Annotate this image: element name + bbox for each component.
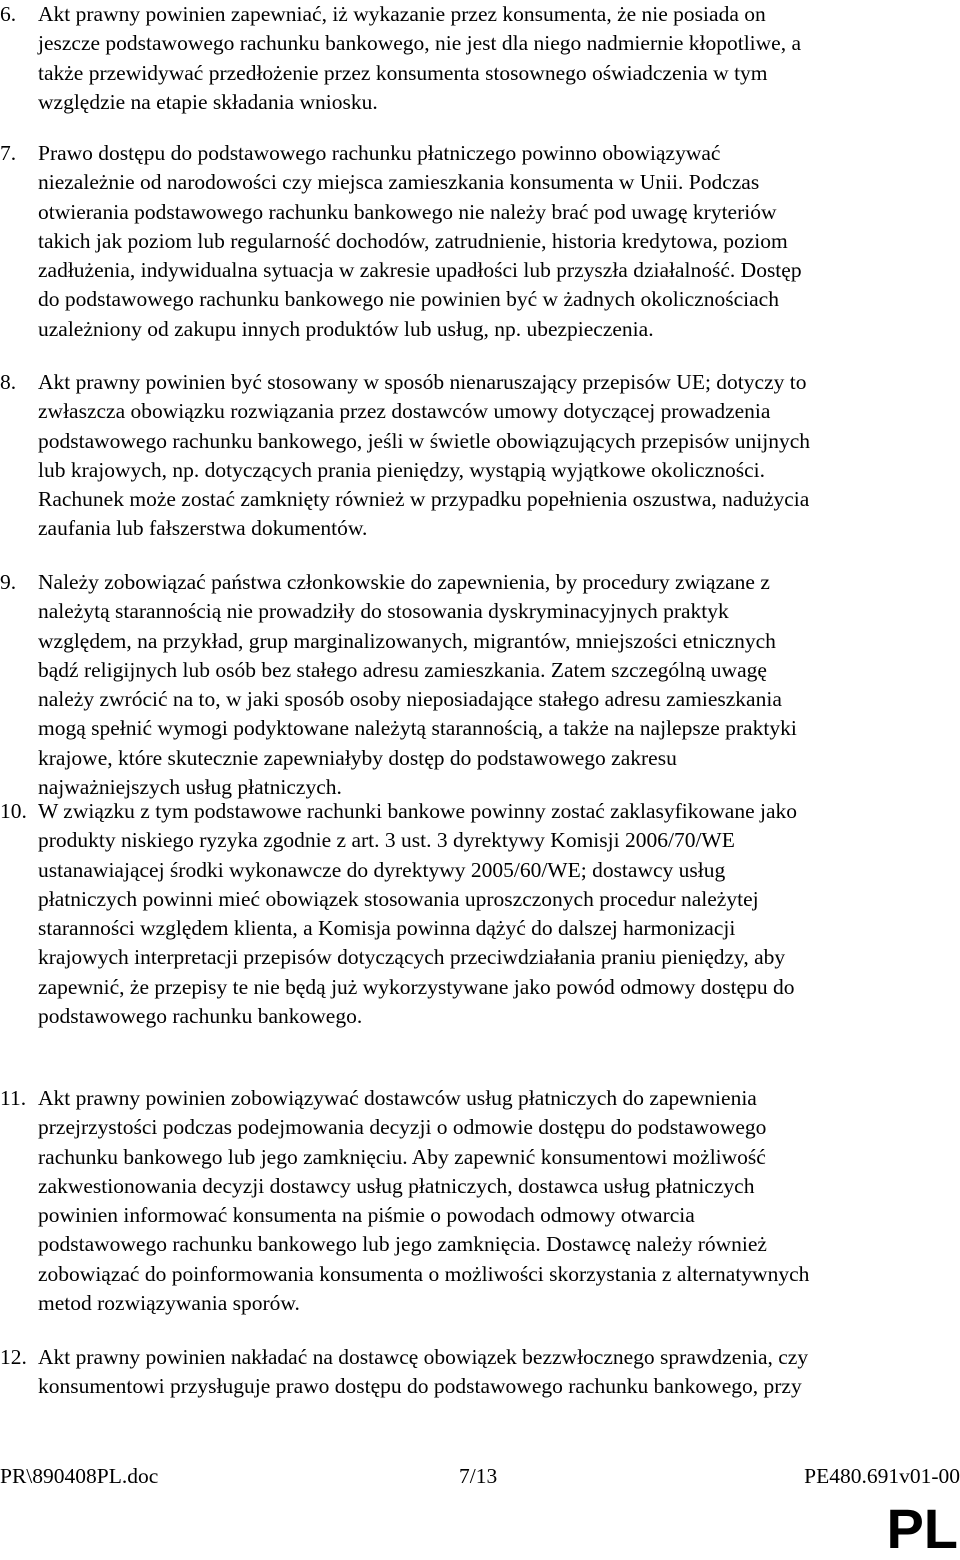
paragraph-text	[38, 797, 960, 1031]
text-line: należytą starannością nie prowadziły do stosowania dyskryminacyjnych praktyk	[38, 599, 729, 624]
text-line: Rachunek może zostać zamknięty również w przypadku popełnienia oszustwa, nadużycia	[38, 487, 810, 512]
text-line: powinien informować konsumenta na piśmie o powodach odmowy otwarcia	[38, 1203, 695, 1228]
text-line: krajowych interpretacji przepisów dotyczących przeciwdziałania praniu pieniędzy, aby	[38, 945, 786, 970]
text-line: lub krajowych, np. dotyczących prania pieniędzy, wystąpią wyjątkowe okoliczności.	[38, 457, 765, 482]
text-line: zapewnić, że przepisy te nie będą już wykorzystywane jako powód odmowy dostępu do	[38, 974, 795, 999]
text-line: przejrzystości podczas podejmowania decyzji o odmowie dostępu do podstawowego	[38, 1115, 767, 1140]
text-line: do podstawowego rachunku bankowego nie powinien być w żadnych okolicznościach	[38, 287, 779, 312]
paragraph-text	[38, 0, 960, 117]
text-line: ustanawiającej środki wykonawcze do dyrektywy 2005/60/WE; dostawcy usług	[38, 857, 726, 882]
text-line: zaufania lub fałszerstwa dokumentów.	[38, 516, 368, 541]
text-line: otwierania podstawowego rachunku bankowego nie należy brać pod uwagę kryteriów	[38, 199, 777, 224]
text-line: staranności względem klienta, a Komisja powinna dążyć do dalszej harmonizacji	[38, 916, 736, 941]
footer-pe-reference: PE480.691v01-00	[804, 1464, 960, 1488]
text-line: zadłużenia, indywidualna sytuacja w zakresie upadłości lub przyszła działalność. Dostęp	[38, 258, 802, 283]
paragraph-number: 7.	[0, 141, 17, 165]
language-code: PL	[886, 1497, 958, 1560]
paragraph-text	[38, 1084, 960, 1318]
text-line: względem, na przykład, grup marginalizowanych, migrantów, mniejszości etnicznych	[38, 628, 776, 653]
paragraph-number: 9.	[0, 570, 17, 594]
text-line: Akt prawny powinien zapewniać, iż wykazanie przez konsumenta, że nie posiada on	[38, 2, 766, 26]
paragraph-text	[38, 568, 960, 802]
footer-document-reference: PR\890408PL.doc	[0, 1464, 159, 1488]
text-line: W związku z tym podstawowe rachunki bankowe powinny zostać zaklasyfikowane jako	[38, 799, 798, 823]
paragraph-number: 8.	[0, 370, 17, 394]
text-line: Akt prawny powinien nakładać na dostawcę obowiązek bezzwłocznego sprawdzenia, czy	[38, 1345, 809, 1369]
page-footer	[0, 1460, 960, 1492]
text-line: zwłaszcza obowiązku rozwiązania przez dostawców umowy dotyczącej prowadzenia	[38, 399, 771, 424]
text-line: zobowiązać do poinformowania konsumenta o możliwości skorzystania z alternatywnych	[38, 1261, 810, 1286]
paragraph-text	[38, 139, 960, 344]
text-line: względzie na etapie składania wniosku.	[38, 89, 378, 114]
text-line: Akt prawny powinien być stosowany w sposób nienaruszający przepisów UE; dotyczy to	[38, 370, 807, 394]
text-line: mogą spełnić wymogi podyktowane należytą starannością, a także na najlepsze praktyki	[38, 716, 797, 741]
text-line: Należy zobowiązać państwa członkowskie do zapewnienia, by procedury związane z	[38, 570, 770, 594]
paragraph-number: 11.	[0, 1086, 27, 1110]
text-line: podstawowego rachunku bankowego lub jego zamknięcia. Dostawcę należy również	[38, 1232, 767, 1257]
paragraph-number: 12.	[0, 1345, 27, 1369]
text-line: podstawowego rachunku bankowego.	[38, 1004, 363, 1029]
text-line: rachunku bankowego lub jego zamknięciu. Aby zapewnić konsumentowi możliwość	[38, 1144, 766, 1169]
text-line: płatniczych powinni mieć obowiązek stosowania uproszczonych procedur należytej	[38, 886, 759, 911]
text-line: najważniejszych usług płatniczych.	[38, 775, 342, 800]
text-line: takich jak poziom lub regularność dochodów, zatrudnienie, historia kredytowa, poziom	[38, 228, 788, 253]
text-line: należy zwrócić na to, w jaki sposób osoby nieposiadające stałego adresu zamieszkania	[38, 687, 782, 712]
paragraph-text	[38, 368, 960, 544]
paragraph-number: 10.	[0, 799, 27, 823]
text-line: Prawo dostępu do podstawowego rachunku płatniczego powinno obowiązywać	[38, 141, 721, 165]
text-line: produkty niskiego ryzyka zgodnie z art. 3 ust. 3 dyrektywy Komisji 2006/70/WE	[38, 828, 735, 853]
text-line: także przewidywać przedłożenie przez konsumenta stosownego oświadczenia w tym	[38, 60, 768, 85]
text-line: podstawowego rachunku bankowego, jeśli w świetle obowiązujących przepisów unijnych	[38, 428, 811, 453]
text-line: krajowe, które skutecznie zapewniałyby dostęp do podstawowego zakresu	[38, 745, 677, 770]
text-line: niezależnie od narodowości czy miejsca zamieszkania konsumenta w Unii. Podczas	[38, 170, 760, 195]
footer-page-number: 7/13	[459, 1464, 498, 1488]
text-line: jeszcze podstawowego rachunku bankowego, nie jest dla niego nadmiernie kłopotliwe, a	[38, 31, 802, 56]
text-line: Akt prawny powinien zobowiązywać dostawców usług płatniczych do zapewnienia	[38, 1086, 757, 1110]
paragraph-number: 6.	[0, 2, 17, 26]
text-line: zakwestionowania decyzji dostawcy usług płatniczych, dostawca usług płatniczych	[38, 1173, 755, 1198]
text-line: konsumentowi przysługuje prawo dostępu do podstawowego rachunku bankowego, przy	[38, 1374, 802, 1399]
paragraph-text	[38, 1343, 960, 1402]
text-line: bądź religijnych lub osób bez stałego adresu zamieszkania. Zatem szczególną uwagę	[38, 657, 767, 682]
text-line: uzależniony od zakupu innych produktów lub usług, np. ubezpieczenia.	[38, 316, 654, 341]
text-line: metod rozwiązywania sporów.	[38, 1291, 300, 1316]
